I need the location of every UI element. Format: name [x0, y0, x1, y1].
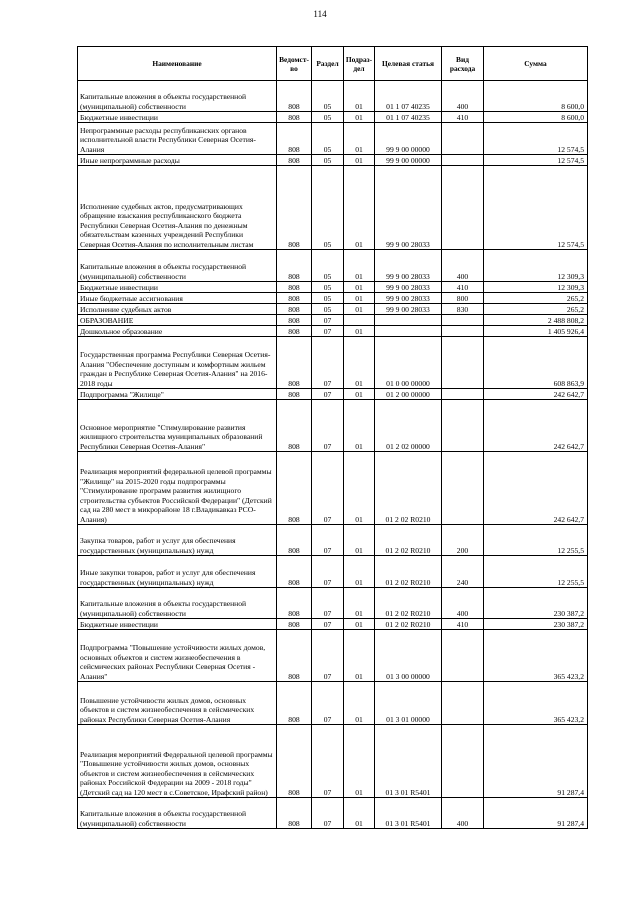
row-name-cell: Повышение устойчивости жилых домов, основных объектов и систем жизнеобеспечения в сейсмических районах Республики Северная Осетия-Алания [78, 682, 277, 725]
row-name-cell: Непрограммные расходы республиканских органов исполнительной власти Республики Северная Осетия-Алания [78, 123, 277, 155]
row-section-cell: 07 [312, 389, 344, 400]
row-exp-type-cell [442, 337, 484, 389]
table-row [78, 400, 588, 452]
row-exp-type-cell [442, 166, 484, 250]
table-row [78, 293, 588, 304]
row-sum-cell: 230 387,2 [484, 588, 588, 619]
row-name-cell: Иные непрограммные расходы [78, 155, 277, 166]
row-section-cell: 07 [312, 630, 344, 682]
row-exp-type-cell: 800 [442, 293, 484, 304]
row-sum-cell: 91 287,4 [484, 725, 588, 798]
row-section-cell: 05 [312, 304, 344, 315]
row-name-cell: ОБРАЗОВАНИЕ [78, 315, 277, 326]
row-dept-cell: 808 [277, 155, 312, 166]
row-code-cell: 99 9 00 28033 [375, 304, 442, 315]
row-subsection-cell: 01 [344, 588, 375, 619]
row-section-cell: 05 [312, 81, 344, 112]
row-exp-type-cell [442, 389, 484, 400]
row-dept-cell: 808 [277, 112, 312, 123]
row-section-cell: 05 [312, 166, 344, 250]
row-code-cell: 01 2 02 R0210 [375, 588, 442, 619]
row-subsection-cell: 01 [344, 619, 375, 630]
row-dept-cell: 808 [277, 293, 312, 304]
row-subsection-cell: 01 [344, 630, 375, 682]
row-subsection-cell: 01 [344, 337, 375, 389]
row-sum-cell: 12 574,5 [484, 166, 588, 250]
row-dept-cell: 808 [277, 389, 312, 400]
row-exp-type-cell [442, 315, 484, 326]
row-name-cell: Государственная программа Республики Северная Осетия-Алания "Обеспечение доступным и комфортным жильем граждан в Республике Северная Осетия-Алания" на 2016-2018 годы [78, 337, 277, 389]
row-dept-cell: 808 [277, 400, 312, 452]
row-section-cell: 07 [312, 400, 344, 452]
row-section-cell: 07 [312, 725, 344, 798]
row-subsection-cell [344, 315, 375, 326]
row-code-cell: 01 2 02 00000 [375, 400, 442, 452]
row-subsection-cell: 01 [344, 81, 375, 112]
row-exp-type-cell: 410 [442, 282, 484, 293]
row-code-cell: 99 9 00 00000 [375, 155, 442, 166]
row-name-cell: Бюджетные инвестиции [78, 619, 277, 630]
row-subsection-cell: 01 [344, 304, 375, 315]
header-name: Наименование [78, 47, 277, 81]
row-dept-cell: 808 [277, 282, 312, 293]
row-sum-cell: 608 863,9 [484, 337, 588, 389]
row-name-cell: Капитальные вложения в объекты государственной (муниципальной) собственности [78, 798, 277, 829]
row-exp-type-cell [442, 630, 484, 682]
row-subsection-cell: 01 [344, 400, 375, 452]
row-name-cell: Исполнение судебных актов, предусматривающих обращение взыскания республиканского бюджета Республики Северная Осетия-Алания по денежным обязательствам казенных учреждений Республики Северная Осетия-Алания по исполнительным листам [78, 166, 277, 250]
row-name-cell: Бюджетные инвестиции [78, 282, 277, 293]
row-subsection-cell: 01 [344, 250, 375, 282]
row-sum-cell: 12 309,3 [484, 250, 588, 282]
row-code-cell [375, 315, 442, 326]
row-sum-cell: 12 255,5 [484, 525, 588, 556]
row-exp-type-cell [442, 682, 484, 725]
row-name-cell: Исполнение судебных актов [78, 304, 277, 315]
table-row [78, 282, 588, 293]
row-dept-cell: 808 [277, 588, 312, 619]
row-sum-cell: 8 600,0 [484, 112, 588, 123]
row-subsection-cell: 01 [344, 798, 375, 829]
row-exp-type-cell [442, 123, 484, 155]
row-exp-type-cell: 410 [442, 112, 484, 123]
row-exp-type-cell [442, 155, 484, 166]
row-dept-cell: 808 [277, 798, 312, 829]
row-sum-cell: 242 642,7 [484, 389, 588, 400]
table-row [78, 112, 588, 123]
table-row [78, 81, 588, 112]
row-subsection-cell: 01 [344, 452, 375, 525]
table-row [78, 725, 588, 798]
row-section-cell: 07 [312, 326, 344, 337]
header-exp-type: Вид расхода [442, 47, 484, 81]
row-sum-cell: 242 642,7 [484, 452, 588, 525]
row-exp-type-cell [442, 725, 484, 798]
table-row [78, 315, 588, 326]
row-code-cell: 01 3 01 R5401 [375, 798, 442, 829]
header-subsection: Подраз-дел [344, 47, 375, 81]
page-number: 114 [313, 9, 327, 19]
row-section-cell: 05 [312, 293, 344, 304]
row-name-cell: Иные закупки товаров, работ и услуг для обеспечения государственных (муниципальных) нужд [78, 556, 277, 588]
row-dept-cell: 808 [277, 166, 312, 250]
row-sum-cell: 365 423,2 [484, 682, 588, 725]
header-sum: Сумма [484, 47, 588, 81]
row-dept-cell: 808 [277, 123, 312, 155]
row-section-cell: 07 [312, 588, 344, 619]
row-subsection-cell: 01 [344, 556, 375, 588]
table-row [78, 389, 588, 400]
row-name-cell: Реализация мероприятий федеральной целевой программы "Жилище" на 2015-2020 годы подпрограммы "Стимулирование программ развития жилищного строительства субъектов Российской Федерации" (Детский сад на 280 мест в микрорайоне 18 г.Владикавказ РСО-Алания) [78, 452, 277, 525]
row-dept-cell: 808 [277, 682, 312, 725]
row-name-cell: Капитальные вложения в объекты государственной (муниципальной) собственности [78, 588, 277, 619]
header-dept: Ведомст-во [277, 47, 312, 81]
table-row [78, 304, 588, 315]
table-row [78, 630, 588, 682]
row-section-cell: 07 [312, 337, 344, 389]
row-section-cell: 07 [312, 452, 344, 525]
row-dept-cell: 808 [277, 304, 312, 315]
row-exp-type-cell [442, 400, 484, 452]
row-code-cell: 01 3 00 00000 [375, 630, 442, 682]
row-section-cell: 07 [312, 525, 344, 556]
row-subsection-cell: 01 [344, 525, 375, 556]
row-name-cell: Подпрограмма "Повышение устойчивости жилых домов, основных объектов и систем жизнеобеспечения в сейсмических районах Республики Северная Осетия - Алания" [78, 630, 277, 682]
row-section-cell: 07 [312, 556, 344, 588]
row-exp-type-cell [442, 326, 484, 337]
table-row [78, 682, 588, 725]
row-dept-cell: 808 [277, 81, 312, 112]
row-exp-type-cell: 830 [442, 304, 484, 315]
table-row [78, 525, 588, 556]
row-subsection-cell: 01 [344, 293, 375, 304]
row-code-cell: 01 1 07 40235 [375, 81, 442, 112]
row-subsection-cell: 01 [344, 123, 375, 155]
row-section-cell: 07 [312, 798, 344, 829]
table-row [78, 123, 588, 155]
row-dept-cell: 808 [277, 250, 312, 282]
table-body [78, 81, 588, 829]
row-section-cell: 07 [312, 619, 344, 630]
row-sum-cell: 265,2 [484, 293, 588, 304]
row-sum-cell: 242 642,7 [484, 400, 588, 452]
row-dept-cell: 808 [277, 326, 312, 337]
table-row [78, 619, 588, 630]
row-code-cell: 99 9 00 00000 [375, 123, 442, 155]
row-dept-cell: 808 [277, 315, 312, 326]
row-sum-cell: 230 387,2 [484, 619, 588, 630]
row-code-cell: 01 2 02 R0210 [375, 525, 442, 556]
row-section-cell: 07 [312, 682, 344, 725]
table-row [78, 250, 588, 282]
row-name-cell: Иные бюджетные ассигнования [78, 293, 277, 304]
row-name-cell: Реализация мероприятий Федеральной целевой программы "Повышение устойчивости жилых домов, основных объектов и систем жизнеобеспечения в сейсмических районах Российской Федерации на 2009 - 2018 годы" (Детский сад на 120 мест в с.Советское, Ирафский район) [78, 725, 277, 798]
row-exp-type-cell: 400 [442, 250, 484, 282]
row-section-cell: 05 [312, 282, 344, 293]
row-code-cell: 01 0 00 00000 [375, 337, 442, 389]
row-exp-type-cell: 200 [442, 525, 484, 556]
row-dept-cell: 808 [277, 556, 312, 588]
row-dept-cell: 808 [277, 452, 312, 525]
row-name-cell: Капитальные вложения в объекты государственной (муниципальной) собственности [78, 81, 277, 112]
row-code-cell: 99 9 00 28033 [375, 250, 442, 282]
row-exp-type-cell: 400 [442, 588, 484, 619]
row-sum-cell: 12 574,5 [484, 123, 588, 155]
row-code-cell: 99 9 00 28033 [375, 282, 442, 293]
row-code-cell: 01 2 02 R0210 [375, 556, 442, 588]
header-section: Раздел [312, 47, 344, 81]
row-section-cell: 05 [312, 250, 344, 282]
header-code: Целевая статья [375, 47, 442, 81]
row-exp-type-cell: 400 [442, 798, 484, 829]
row-subsection-cell: 01 [344, 682, 375, 725]
row-code-cell: 01 2 00 00000 [375, 389, 442, 400]
row-dept-cell: 808 [277, 337, 312, 389]
row-name-cell: Бюджетные инвестиции [78, 112, 277, 123]
row-dept-cell: 808 [277, 725, 312, 798]
row-code-cell: 99 9 00 28033 [375, 293, 442, 304]
row-dept-cell: 808 [277, 619, 312, 630]
table-row [78, 337, 588, 389]
row-sum-cell: 12 255,5 [484, 556, 588, 588]
row-section-cell: 07 [312, 315, 344, 326]
row-sum-cell: 12 309,3 [484, 282, 588, 293]
row-sum-cell: 365 423,2 [484, 630, 588, 682]
table-row [78, 798, 588, 829]
table-row [78, 588, 588, 619]
row-name-cell: Капитальные вложения в объекты государственной (муниципальной) собственности [78, 250, 277, 282]
row-code-cell: 01 1 07 40235 [375, 112, 442, 123]
row-code-cell [375, 326, 442, 337]
row-subsection-cell: 01 [344, 155, 375, 166]
row-sum-cell: 91 287,4 [484, 798, 588, 829]
row-subsection-cell: 01 [344, 112, 375, 123]
table-row [78, 155, 588, 166]
row-exp-type-cell: 410 [442, 619, 484, 630]
table-row [78, 556, 588, 588]
row-sum-cell: 8 600,0 [484, 81, 588, 112]
row-subsection-cell: 01 [344, 389, 375, 400]
table-header-row [78, 47, 588, 81]
row-dept-cell: 808 [277, 525, 312, 556]
row-code-cell: 99 9 00 28033 [375, 166, 442, 250]
row-section-cell: 05 [312, 155, 344, 166]
row-section-cell: 05 [312, 123, 344, 155]
row-exp-type-cell: 240 [442, 556, 484, 588]
table-row [78, 452, 588, 525]
row-name-cell: Основное мероприятие "Стимулирование развития жилищного строительства муниципальных образований Республики Северная Осетия-Алания" [78, 400, 277, 452]
row-section-cell: 05 [312, 112, 344, 123]
row-sum-cell: 12 574,5 [484, 155, 588, 166]
row-code-cell: 01 3 01 00000 [375, 682, 442, 725]
row-name-cell: Подпрограмма "Жилище" [78, 389, 277, 400]
row-name-cell: Закупка товаров, работ и услуг для обеспечения государственных (муниципальных) нужд [78, 525, 277, 556]
table-row [78, 166, 588, 250]
row-exp-type-cell [442, 452, 484, 525]
row-subsection-cell: 01 [344, 725, 375, 798]
row-subsection-cell: 01 [344, 282, 375, 293]
row-exp-type-cell: 400 [442, 81, 484, 112]
row-code-cell: 01 2 02 R0210 [375, 619, 442, 630]
row-sum-cell: 1 405 926,4 [484, 326, 588, 337]
budget-table [77, 46, 588, 829]
row-code-cell: 01 2 02 R0210 [375, 452, 442, 525]
row-subsection-cell: 01 [344, 326, 375, 337]
row-sum-cell: 2 488 808,2 [484, 315, 588, 326]
row-sum-cell: 265,2 [484, 304, 588, 315]
row-code-cell: 01 3 01 R5401 [375, 725, 442, 798]
table-row [78, 326, 588, 337]
row-dept-cell: 808 [277, 630, 312, 682]
row-name-cell: Дошкольное образование [78, 326, 277, 337]
row-subsection-cell: 01 [344, 166, 375, 250]
